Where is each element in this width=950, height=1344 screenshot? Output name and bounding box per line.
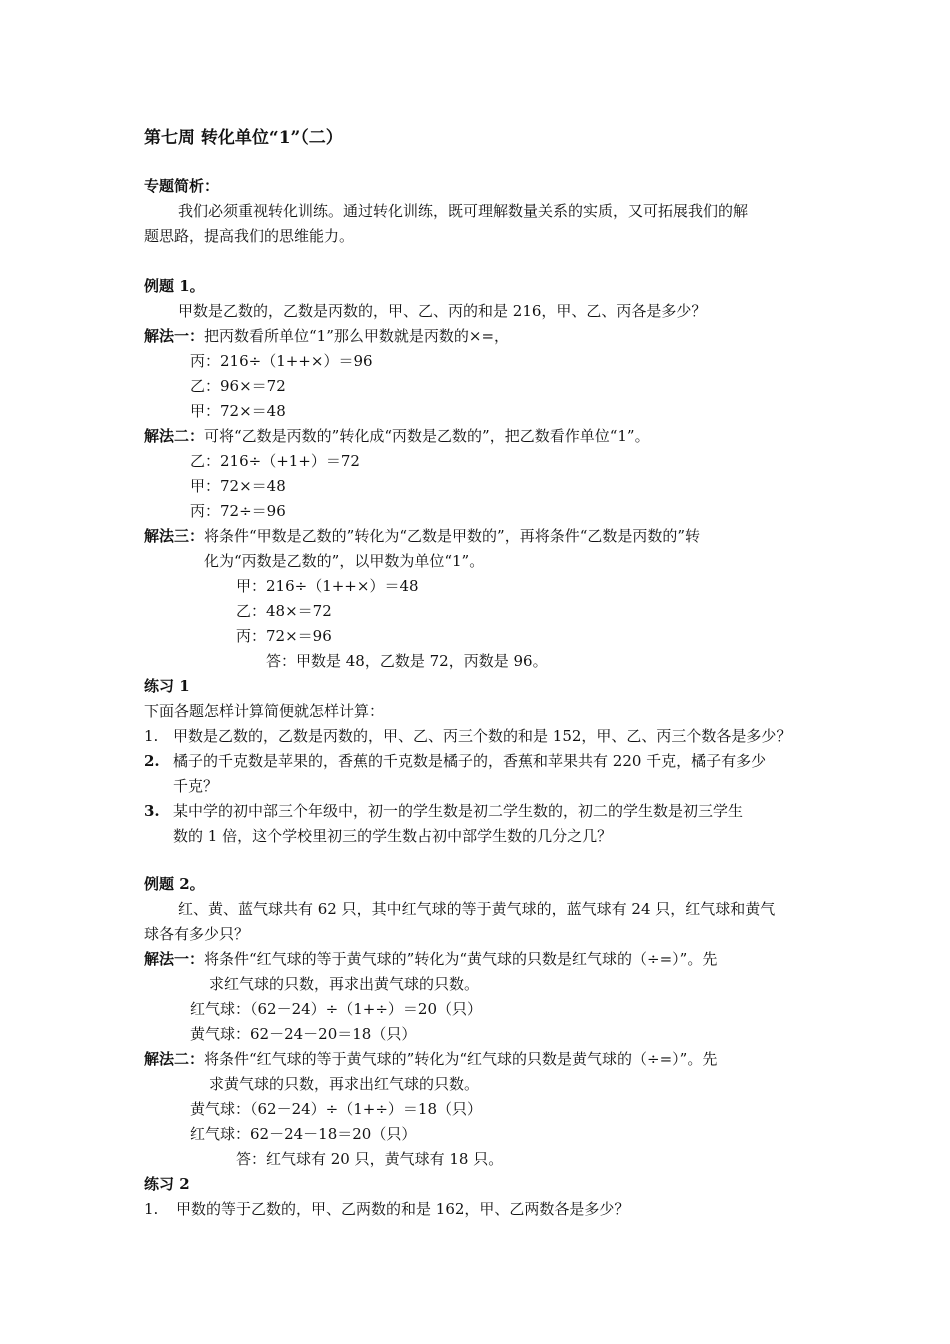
example2-method2 [144, 1049, 717, 1069]
step: 甲：72×＝48 [190, 402, 286, 420]
step: 丙：72÷＝96 [190, 502, 286, 520]
step: 丙：72×＝96 [236, 627, 332, 645]
step: 红气球：（62－24）÷（1+÷）＝20（只） [190, 1000, 483, 1018]
practice1-intro: 下面各题怎样计算简便就怎样计算： [144, 702, 385, 720]
practice1-item-cont: 数的 1 倍，这个学校里初三的学生数占初中部学生数的几分之几？ [173, 827, 613, 845]
intro-heading: 专题简析： [144, 177, 220, 195]
method-label: 解法一： [144, 950, 205, 968]
page-title: 第七周 转化单位“1”（二） [144, 128, 343, 148]
practice1-item: 某中学的初中部三个年级中，初一的学生数是初二学生数的，初二的学生数是初三学生 [173, 802, 744, 820]
example2-heading: 例题 2。 [144, 875, 205, 893]
method-label: 解法二： [144, 1050, 205, 1068]
practice1-item: 橘子的千克数是苹果的，香蕉的千克数是橘子的，香蕉和苹果共有 220 千克，橘子有多少 [173, 752, 767, 770]
practice1-heading: 练习 1 [144, 677, 190, 695]
step: 乙：48×＝72 [236, 602, 332, 620]
step: 丙：216÷（1++×）＝96 [190, 352, 373, 370]
practice2-item-num: 1. [144, 1200, 159, 1218]
method-label: 解法一： [144, 327, 205, 345]
step: 乙：216÷（+1+）＝72 [190, 452, 360, 470]
intro-line: 题思路，提高我们的思维能力。 [144, 227, 355, 245]
step: 甲：216÷（1++×）＝48 [236, 577, 419, 595]
practice1-item-cont: 千克？ [173, 777, 219, 795]
method-text: 把丙数看所单位“1”那么甲数就是丙数的×=， [204, 327, 510, 345]
step: 红气球：62－24－18＝20（只） [190, 1125, 417, 1143]
practice1-item-num: 1. [144, 727, 159, 745]
method-text: 将条件“红气球的等于黄气球的”转化为“红气球的只数是黄气球的（÷=）”。先 [204, 1050, 718, 1068]
example2-method1 [144, 949, 717, 969]
method-text-cont: 化为“丙数是乙数的”，以甲数为单位“1”。 [204, 552, 485, 570]
step: 甲：72×＝48 [190, 477, 286, 495]
example2-answer: 答：红气球有 20 只，黄气球有 18 只。 [236, 1150, 504, 1168]
example1-method1 [144, 326, 509, 346]
practice2-heading: 练习 2 [144, 1175, 190, 1193]
example1-heading: 例题 1。 [144, 277, 205, 295]
step: 乙：96×＝72 [190, 377, 286, 395]
step: 黄气球：（62－24）÷（1+÷）＝18（只） [190, 1100, 483, 1118]
practice1-item: 甲数是乙数的，乙数是丙数的，甲、乙、丙三个数的和是 152，甲、乙、丙三个数各是多少？ [173, 727, 792, 745]
example1-question: 甲数是乙数的，乙数是丙数的，甲、乙、丙的和是 216，甲、乙、丙各是多少？ [178, 302, 707, 320]
method-text: 将条件“红气球的等于黄气球的”转化为“黄气球的只数是红气球的（÷=）”。先 [204, 950, 718, 968]
example2-question: 红、黄、蓝气球共有 62 只，其中红气球的等于黄气球的，蓝气球有 24 只，红气球和黄气 [178, 900, 776, 918]
method-text-cont: 求红气球的只数，再求出黄气球的只数。 [209, 975, 480, 993]
method-text: 可将“乙数是丙数的”转化成“丙数是乙数的”，把乙数看作单位“1”。 [204, 427, 650, 445]
practice1-item-num: 3. [144, 802, 160, 820]
practice1-item-num: 2. [144, 752, 160, 770]
method-label: 解法二： [144, 427, 205, 445]
example2-question-cont: 球各有多少只？ [144, 925, 250, 943]
example1-method3 [144, 526, 700, 546]
example1-method2 [144, 426, 650, 446]
method-text-cont: 求黄气球的只数，再求出红气球的只数。 [209, 1075, 480, 1093]
practice2-item: 甲数的等于乙数的，甲、乙两数的和是 162，甲、乙两数各是多少？ [176, 1200, 630, 1218]
method-label: 解法三： [144, 527, 205, 545]
step: 黄气球：62－24－20＝18（只） [190, 1025, 417, 1043]
example1-answer: 答：甲数是 48，乙数是 72，丙数是 96。 [266, 652, 548, 670]
method-text: 将条件“甲数是乙数的”转化为“乙数是甲数的”，再将条件“乙数是丙数的”转 [204, 527, 701, 545]
intro-line: 我们必须重视转化训练。通过转化训练，既可理解数量关系的实质，又可拓展我们的解 [178, 202, 749, 220]
